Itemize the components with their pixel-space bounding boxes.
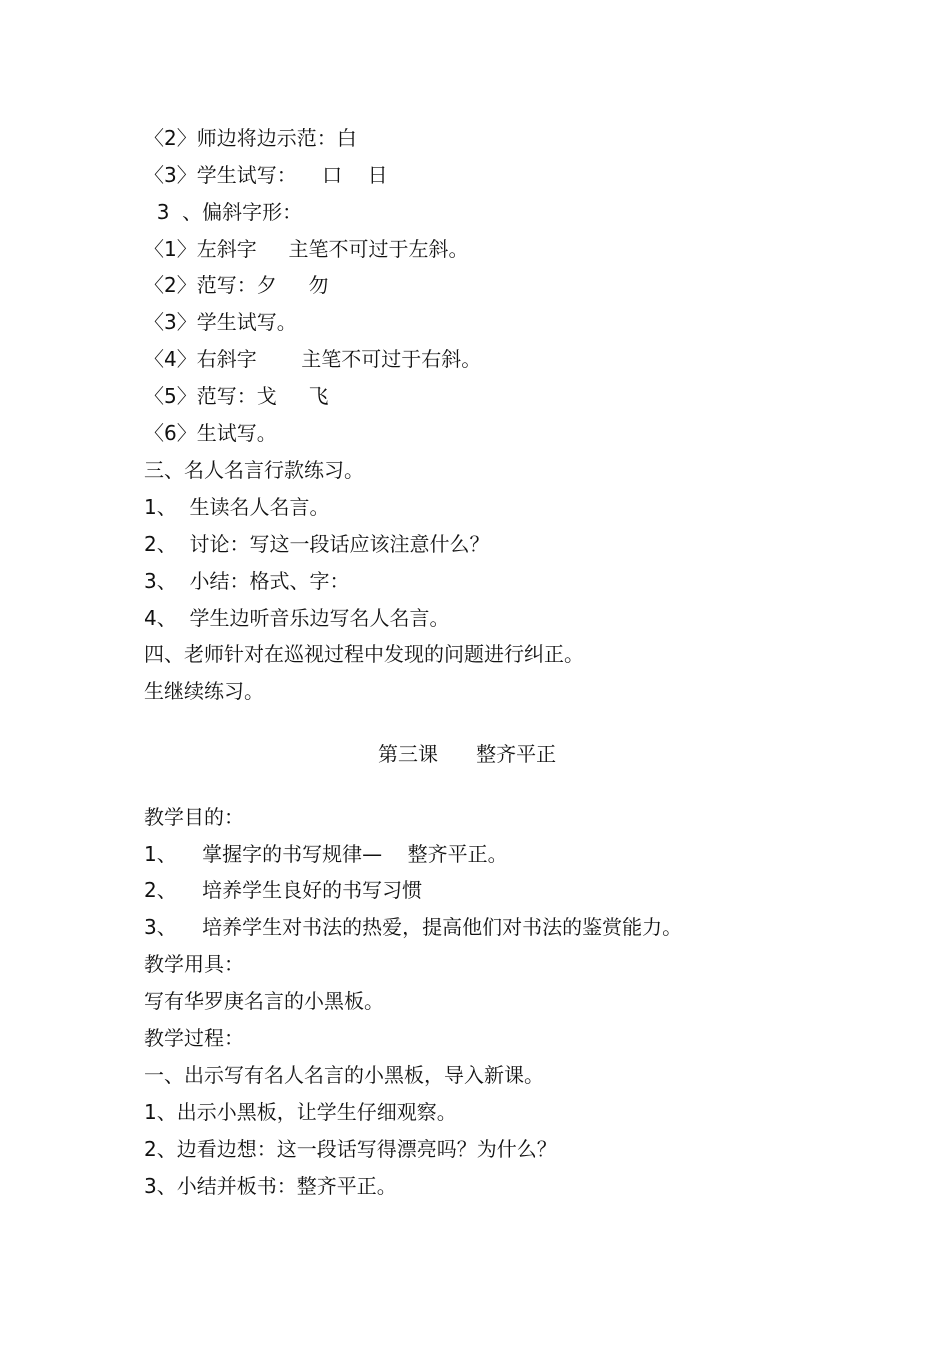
text-line: 〈1〉左斜字 主笔不可过于左斜。: [144, 237, 469, 261]
text-line: 〈5〉范写：戈 飞: [144, 384, 329, 408]
text-line: 生继续练习。: [144, 679, 264, 703]
text-line: 4、 学生边听音乐边写名人名言。: [144, 606, 450, 630]
lesson-title: 第三课 整齐平正: [378, 742, 557, 766]
text-line: 〈2〉范写：夕 勿: [144, 273, 329, 297]
text-line: 〈4〉右斜字 主笔不可过于右斜。: [144, 347, 482, 371]
text-line: 3、 小结：格式、字：: [144, 569, 350, 593]
text-line: 3、小结并板书：整齐平正。: [144, 1174, 397, 1198]
text-line: 3 、偏斜字形：: [144, 200, 303, 224]
text-line: 四、老师针对在巡视过程中发现的问题进行纠正。: [144, 642, 584, 666]
text-line: 1、 生读名人名言。: [144, 495, 330, 519]
text-line: 一、出示写有名人名言的小黑板，导入新课。: [144, 1063, 544, 1087]
text-line: 2、 培养学生良好的书写习惯: [144, 878, 423, 902]
text-line: 教学过程：: [144, 1026, 244, 1050]
text-line: 1、 掌握字的书写规律— 整齐平正。: [144, 842, 508, 866]
text-line: 教学目的：: [144, 805, 244, 829]
text-line: 2、边看边想：这一段话写得漂亮吗？为什么？: [144, 1137, 557, 1161]
text-line: 1、出示小黑板，让学生仔细观察。: [144, 1100, 457, 1124]
text-line: 教学用具：: [144, 952, 244, 976]
text-line: 〈3〉学生试写。: [144, 310, 297, 334]
text-line: 〈2〉师边将边示范：白: [144, 126, 357, 150]
text-line: 〈3〉学生试写： 口 日: [144, 163, 388, 187]
text-line: 3、 培养学生对书法的热爱，提高他们对书法的鉴赏能力。: [144, 915, 683, 939]
text-line: 〈6〉生试写。: [144, 421, 277, 445]
text-line: 写有华罗庚名言的小黑板。: [144, 989, 384, 1013]
text-line: 2、 讨论：写这一段话应该注意什么？: [144, 532, 490, 556]
text-line: 三、名人名言行款练习。: [144, 458, 364, 482]
